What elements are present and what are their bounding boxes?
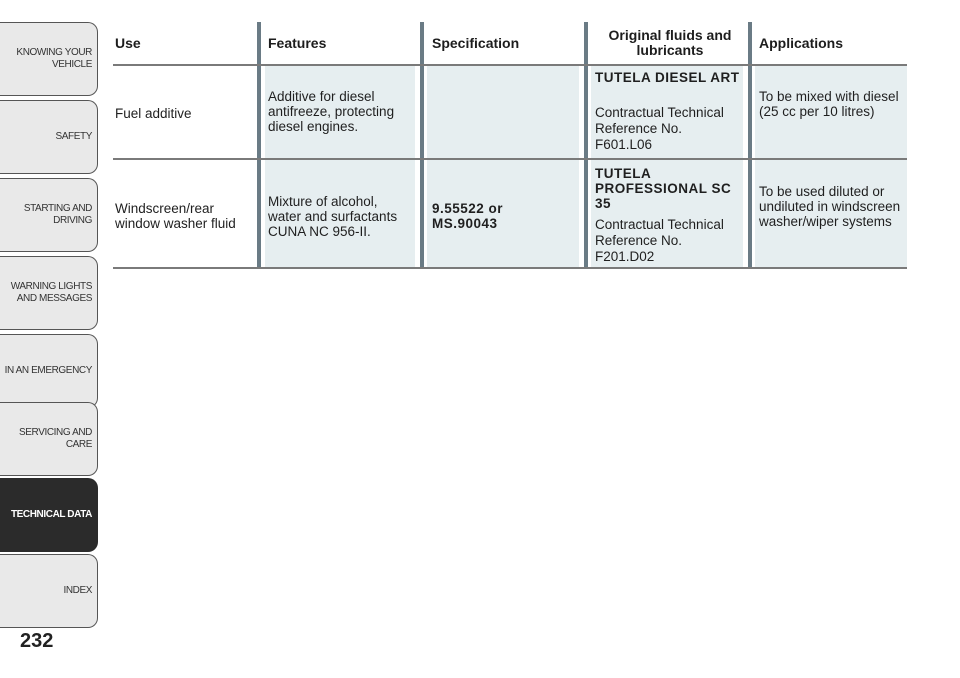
row2-fluid-ref: Contractual Technical Reference No. F201.D02 [595, 217, 724, 264]
header-rule [113, 64, 907, 66]
row1-applications: To be mixed with diesel (25 cc per 10 litres) [759, 89, 899, 119]
tab-label: IN AN EMERGENCY [4, 365, 92, 376]
column-divider [257, 22, 261, 268]
row-rule [113, 158, 907, 160]
row1-fluid-ref: Contractual Technical Reference No. F601.L06 [595, 105, 724, 152]
tab-warning-lights[interactable] [0, 256, 98, 330]
column-divider [420, 22, 424, 268]
column-divider [748, 22, 752, 268]
tab-label: STARTING AND DRIVING [23, 203, 92, 226]
tab-index[interactable] [0, 554, 98, 628]
column-divider [584, 22, 588, 268]
bottom-rule [113, 267, 907, 269]
tab-label: WARNING LIGHTS AND MESSAGES [10, 281, 92, 304]
tab-label: SAFETY [55, 131, 92, 142]
row2-specification: 9.55522 or MS.90043 [432, 201, 504, 231]
tab-technical-data[interactable] [0, 478, 98, 552]
row1-use: Fuel additive [115, 106, 192, 121]
row2-applications: To be used diluted or undiluted in windscreen washer/wiper systems [759, 184, 901, 229]
header-features: Features [268, 34, 327, 51]
tab-starting-and-driving[interactable] [0, 178, 98, 252]
row2-features: Mixture of alcohol, water and surfactants CUNA NC 956-II. [268, 194, 398, 239]
header-applications: Applications [759, 34, 844, 51]
tab-knowing-your-vehicle[interactable] [0, 22, 98, 96]
row2-use: Windscreen/rear window washer fluid [115, 201, 236, 231]
tab-label: SERVICING AND CARE [19, 427, 92, 450]
header-original-fluids: Original fluids and lubricants [608, 27, 732, 58]
header-use: Use [115, 34, 141, 51]
row1-fluid-name: TUTELA DIESEL ART [595, 70, 740, 85]
tab-servicing-and-care[interactable] [0, 402, 98, 476]
tab-label: KNOWING YOUR VEHICLE [16, 47, 92, 70]
tab-label: INDEX [63, 585, 92, 596]
tab-in-an-emergency[interactable] [0, 334, 98, 408]
page-number: 232 [20, 630, 54, 652]
row2-fluid-name: TUTELA PROFESSIONAL SC 35 [595, 166, 732, 211]
spec-shade [427, 66, 579, 268]
row1-features: Additive for diesel antifreeze, protecting diesel engines. [268, 89, 395, 134]
tab-safety[interactable] [0, 100, 98, 174]
tab-label: TECHNICAL DATA [10, 509, 92, 520]
header-specification: Specification [432, 34, 520, 51]
